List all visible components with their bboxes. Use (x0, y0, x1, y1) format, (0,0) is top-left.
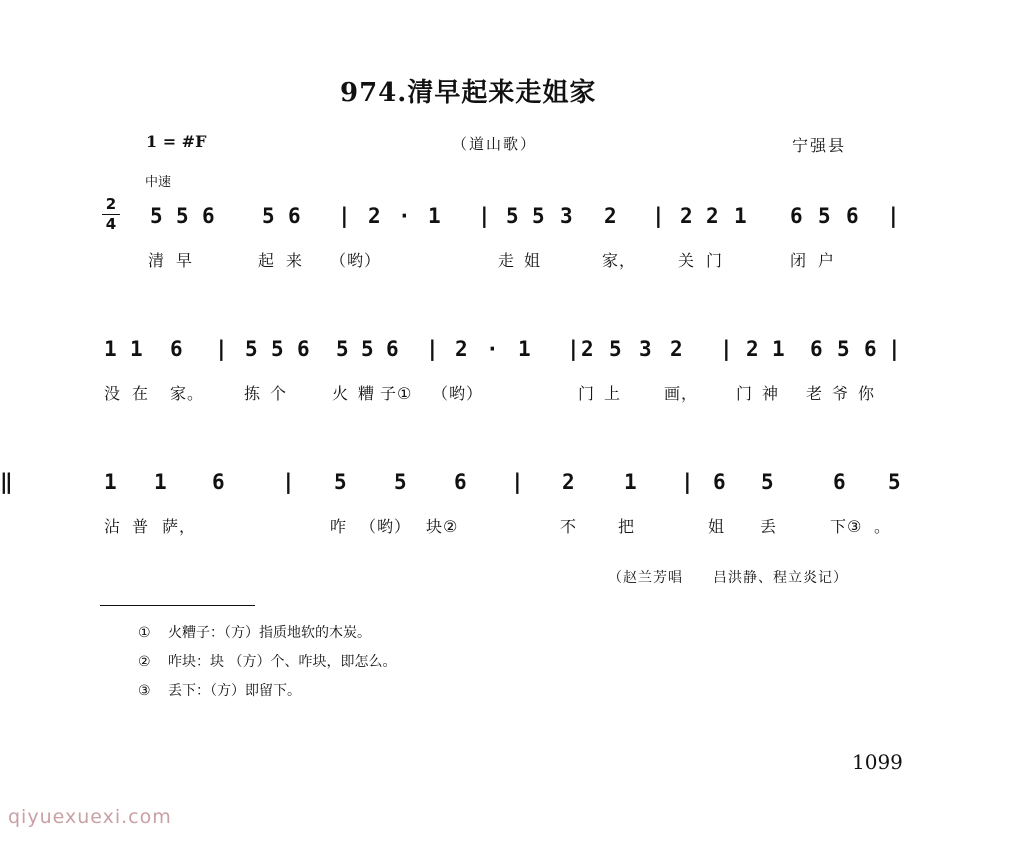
watermark: qiyuexuexi.com (8, 806, 172, 828)
note: 2 (368, 204, 381, 228)
note: 5 (271, 337, 284, 361)
note: 1 (104, 337, 117, 361)
note: 2 (581, 337, 594, 361)
lyric-syllable: 早 (176, 251, 194, 270)
note: 6 (713, 470, 726, 494)
lyric-syllable: （哟） (432, 384, 484, 403)
lyric-syllable: 沾 (104, 517, 122, 536)
note: 2 (455, 337, 468, 361)
footnote-number: ① (138, 625, 151, 641)
note: 2 (706, 204, 719, 228)
note: 5 (532, 204, 545, 228)
time-signature-bottom: 4 (105, 215, 117, 233)
lyric-syllable: 。 (874, 517, 892, 536)
lyric-syllable: （哟） (360, 517, 412, 536)
note: 6 (833, 470, 846, 494)
lyric-syllable: 糟 (358, 384, 376, 403)
note: 5 (837, 337, 850, 361)
lyric-syllable: （哟） (330, 251, 382, 270)
note: 1 (518, 337, 531, 361)
note: 5 (245, 337, 258, 361)
lyric-syllable: 户 (818, 251, 836, 270)
bar-line: | (338, 204, 351, 228)
lyric-syllable: 个 (270, 384, 288, 403)
note: 1 (154, 470, 167, 494)
lyric-syllable: 上 (604, 384, 622, 403)
lyric-syllable: 家。 (170, 384, 205, 403)
lyric-syllable: 爷 (832, 384, 850, 403)
note: 6 (202, 204, 215, 228)
tempo-label: 中速 (145, 175, 172, 190)
lyric-syllable: 没 (104, 384, 122, 403)
lyric-syllable: 把 (618, 517, 636, 536)
note: 6 (288, 204, 301, 228)
lyric-syllable: 姐 (708, 517, 726, 536)
region-label: 宁强县 (792, 136, 847, 155)
lyric-syllable: 你 (858, 384, 876, 403)
genre-label: （道山歌） (452, 135, 538, 153)
note: 6 (170, 337, 183, 361)
footnote-3 (138, 680, 301, 700)
note: 2 (680, 204, 693, 228)
note: 3 (560, 204, 573, 228)
lyric-syllable: 子① (380, 384, 413, 403)
lyric-syllable: 来 (286, 251, 304, 270)
lyric-syllable: 在 (132, 384, 150, 403)
lyric-syllable: 姐 (524, 251, 542, 270)
lyric-syllable: 画， (664, 384, 699, 403)
footnote-text: 火糟子：（方）指质地软的木炭。 (168, 625, 371, 641)
time-signature (102, 196, 120, 233)
note: 5 (761, 470, 774, 494)
note: 2 (604, 204, 617, 228)
lyric-syllable: 不 (560, 517, 578, 536)
credit-line: （赵兰芳唱 吕洪静、程立炎记） (608, 570, 848, 586)
note: 2 (670, 337, 683, 361)
lyric-syllable: 门 (578, 384, 596, 403)
lyric-syllable: 门 (706, 251, 724, 270)
lyric-syllable: 萨， (162, 517, 197, 536)
note: 1 (772, 337, 785, 361)
note: 6 (864, 337, 877, 361)
note: 1 (130, 337, 143, 361)
footnote-number: ③ (138, 683, 151, 699)
note: 6 (790, 204, 803, 228)
note: 5 (394, 470, 407, 494)
time-signature-top: 2 (105, 195, 117, 213)
bar-line: | (426, 337, 439, 361)
note: · (486, 337, 499, 361)
note: 1 (104, 470, 117, 494)
lyric-syllable: 神 (762, 384, 780, 403)
bar-line: | (888, 337, 901, 361)
note: 5 (336, 337, 349, 361)
page-title: 974.清早起来走姐家 (340, 78, 597, 108)
lyric-syllable: 拣 (244, 384, 262, 403)
lyric-syllable: 闭 (790, 251, 808, 270)
note: 5 (506, 204, 519, 228)
bar-line: | (720, 337, 733, 361)
note: 1 (734, 204, 747, 228)
bar-line: | (681, 470, 694, 494)
note: · (398, 204, 411, 228)
note: 6 (454, 470, 467, 494)
note: 5 (334, 470, 347, 494)
note: 5 (176, 204, 189, 228)
note: 6 (212, 470, 225, 494)
key-signature: 1 = #F (146, 132, 207, 151)
note: 5 (888, 470, 901, 494)
note: 1 (428, 204, 441, 228)
note: 6 (386, 337, 399, 361)
bar-line: | (567, 337, 580, 361)
lyric-syllable: 下③ (830, 517, 863, 536)
lyric-syllable: 清 (148, 251, 166, 270)
lyric-syllable: 丢 (760, 517, 778, 536)
lyric-syllable: 家， (602, 251, 637, 270)
footnote-2 (138, 651, 396, 671)
note: 5 (818, 204, 831, 228)
bar-line: | (282, 470, 295, 494)
lyric-syllable: 门 (736, 384, 754, 403)
footnote-number: ② (138, 654, 151, 670)
bar-line: | (478, 204, 491, 228)
note: 5 (361, 337, 374, 361)
lyric-syllable: 走 (498, 251, 516, 270)
note: 3 (639, 337, 652, 361)
note: 5 (609, 337, 622, 361)
footnote-divider (100, 605, 255, 606)
bar-line: | (511, 470, 524, 494)
note: 2 (746, 337, 759, 361)
lyric-syllable: 咋 (330, 517, 348, 536)
lyric-syllable: 老 (806, 384, 824, 403)
lyric-syllable: 块② (426, 517, 459, 536)
lyric-syllable: 关 (678, 251, 696, 270)
note: 6 (297, 337, 310, 361)
lyric-syllable: 起 (258, 251, 276, 270)
footnote-text: 咋块：块 （方）个、咋块，即怎么。 (168, 654, 397, 670)
footnote-1 (138, 622, 371, 642)
note: 6 (846, 204, 859, 228)
bar-line: | (652, 204, 665, 228)
note: 5 (262, 204, 275, 228)
note: 1 (624, 470, 637, 494)
note: 6 (810, 337, 823, 361)
note: 5 (150, 204, 163, 228)
lyric-syllable: 火 (332, 384, 350, 403)
lyric-syllable: 普 (132, 517, 150, 536)
bar-line: | (215, 337, 228, 361)
footnote-text: 丢下：（方）即留下。 (168, 683, 301, 699)
bar-line: ‖ (0, 470, 13, 494)
note: 2 (562, 470, 575, 494)
page-number: 1099 (852, 750, 903, 774)
bar-line: | (887, 204, 900, 228)
